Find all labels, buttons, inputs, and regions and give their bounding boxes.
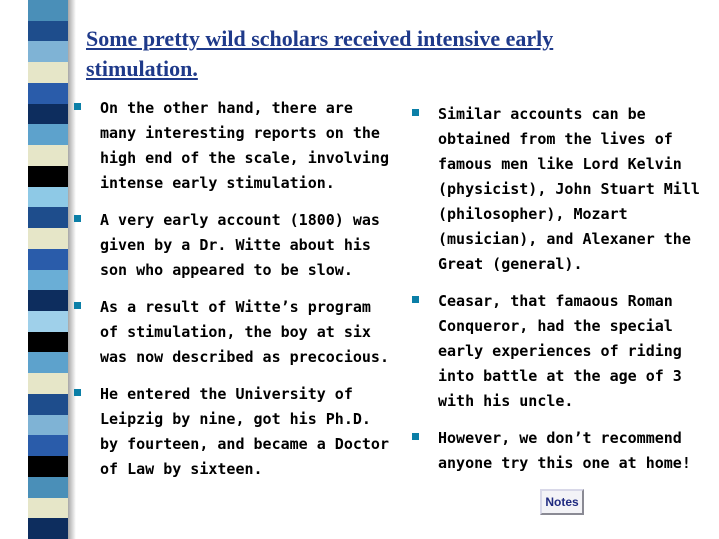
stripe-segment (28, 207, 68, 228)
stripe-segment (28, 270, 68, 291)
stripe-segment (28, 311, 68, 332)
stripe-segment (28, 0, 68, 21)
square-bullet-icon (74, 389, 81, 396)
bullet-text: He entered the University of Leipzig by nine, got his Ph.D. by fourteen, and became a Doctor of Law by sixteen. (100, 385, 389, 478)
right-bullet-column (408, 102, 708, 488)
bullet-item (70, 96, 390, 196)
stripe-segment (28, 145, 68, 166)
square-bullet-icon (74, 103, 81, 110)
bullet-text: Similar accounts can be obtained from the lives of famous men like Lord Kelvin (physicist), John Stuart Mill (philosopher), Mozart (musician), and Alexaner the Great (general). (438, 105, 700, 273)
stripe-segment (28, 187, 68, 208)
square-bullet-icon (74, 215, 81, 222)
bullet-text: On the other hand, there are many interesting reports on the high end of the scale, involving intense early stimulation. (100, 99, 389, 192)
stripe-segment (28, 415, 68, 436)
bullet-item (70, 382, 390, 482)
stripe-segment (28, 352, 68, 373)
square-bullet-icon (412, 296, 419, 303)
square-bullet-icon (412, 109, 419, 116)
square-bullet-icon (74, 302, 81, 309)
stripe-segment (28, 249, 68, 270)
bullet-text: A very early account (1800) was given by a Dr. Witte about his son who appeared to be slow. (100, 211, 380, 279)
bullet-text: Ceasar, that famaous Roman Conqueror, had the special early experiences of riding into battle at the age of 3 with his uncle. (438, 292, 682, 410)
bullet-item (70, 295, 390, 370)
stripe-segment (28, 373, 68, 394)
notes-button[interactable] (540, 489, 584, 515)
notes-button-label: Notes (545, 495, 579, 509)
stripe-segment (28, 124, 68, 145)
left-bullet-column (70, 96, 390, 494)
stripe-segment (28, 166, 68, 187)
stripe-segment (28, 83, 68, 104)
stripe-segment (28, 518, 68, 539)
bullet-item (70, 208, 390, 283)
bullet-item (408, 289, 708, 414)
stripe-segment (28, 332, 68, 353)
bullet-text: As a result of Witte’s program of stimulation, the boy at six was now described as precocious. (100, 298, 389, 366)
bullet-text: However, we don’t recommend anyone try this one at home! (438, 429, 691, 472)
stripe-segment (28, 456, 68, 477)
stripe-segment (28, 41, 68, 62)
stripe-segment (28, 290, 68, 311)
stripe-segment (28, 62, 68, 83)
stripe-segment (28, 477, 68, 498)
bullet-item (408, 426, 708, 476)
slide-title: Some pretty wild scholars received intensive early stimulation. (86, 26, 554, 81)
stripe-segment (28, 394, 68, 415)
stripe-segment (28, 104, 68, 125)
bullet-item (408, 102, 708, 277)
stripe-segment (28, 228, 68, 249)
stripe-segment (28, 498, 68, 519)
stripe-segment (28, 21, 68, 42)
decorative-stripe-bar (28, 0, 68, 539)
square-bullet-icon (412, 433, 419, 440)
stripe-segment (28, 435, 68, 456)
